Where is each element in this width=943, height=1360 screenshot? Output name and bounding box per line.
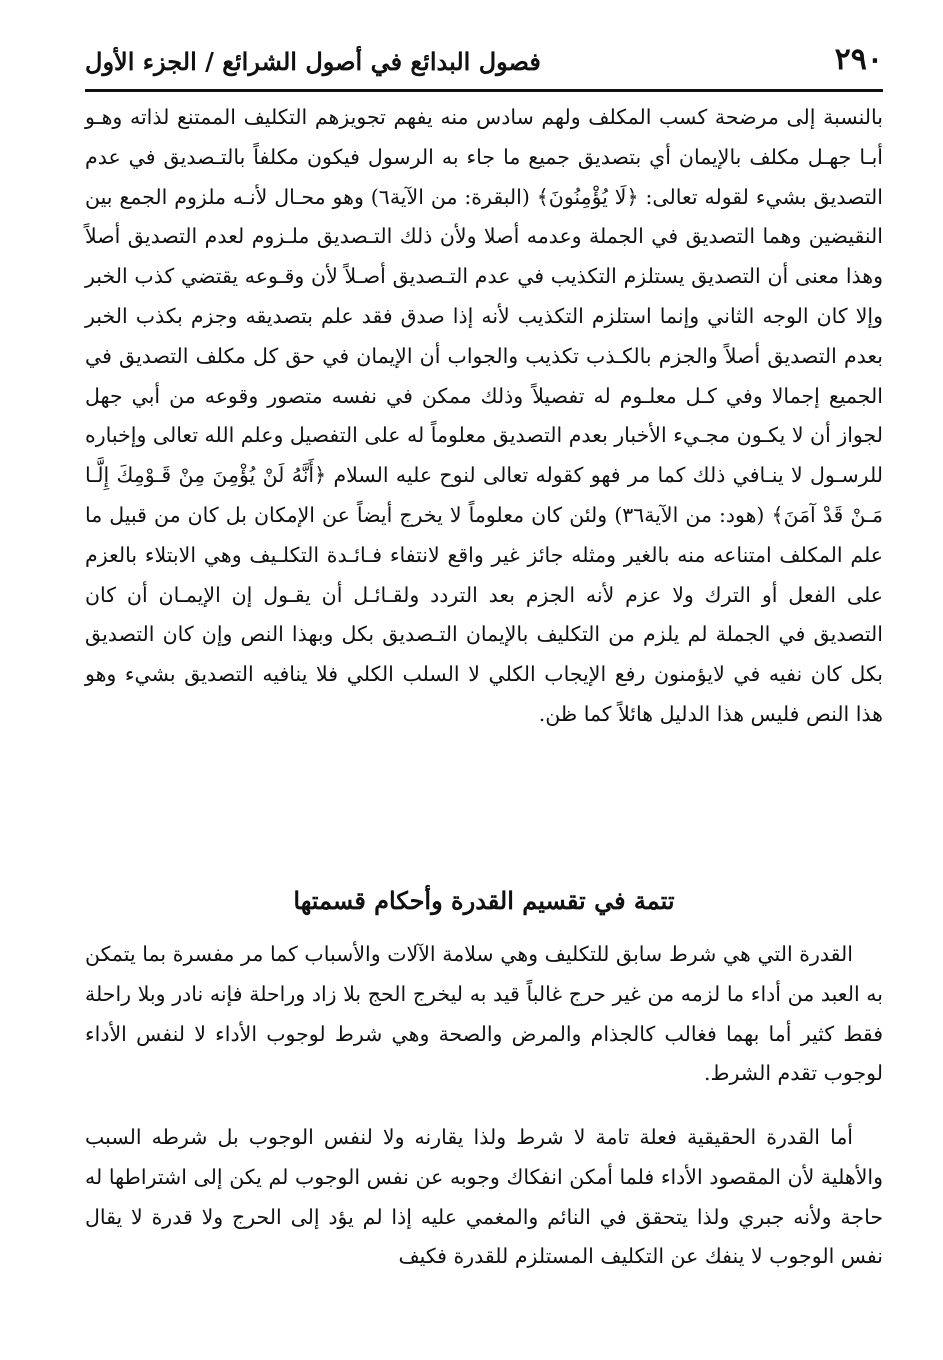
qudra-paragraph-block — [85, 935, 883, 1094]
paragraph-taklif-bima-la-yutaq: بالنسبة إلى مرضحة كسب المكلف ولهم سادس منه يفهم تجويزهم التكليف الممتنع لذاته وهـو أبـا جهـل مكلف بالإيمان أي بتصديق جميع ما جاء به الرسول فيكون مكلفاً بالتـصديق في عدم التصديق بشيء لقوله تعالى: ﴿لَا يُؤْمِنُونَ﴾ (البقرة: من الآية٦) وهو محـال لأنـه ملزوم الجمع بين النقيضين وهما التصديق في الجملة وعدمه أصلا ولأن ذلك التـصديق ملـزوم لعدم التصديق أصلاً وهذا معنى أن التصديق يستلزم التكذيب في عدم التـصديق أصـلاً لأن وقـوعه يقتضي كذب الخبر وإلا كان الوجه الثاني وإنما استلزم التكذيب لأنه إذا صدق فقد علم بتصديقه وجزم بكذب الخبر بعدم التصديق أصلاً والجزم بالكـذب تكذيب والجواب أن الإيمان في حق كل مكلف التصديق في الجميع إجمالا وفي كـل معلـوم له تفصيلاً وذلك ممكن في نفسه متصور وقوعه من أبي جهل لجواز أن لا يكـون مجـيء الأخبار بعدم التصديق معلوماً له على التفصيل وعلم الله تعالى وإخباره للرسـول لا ينـافي ذلك كما مر فهو كقوله تعالى لنوح عليه السلام ﴿أَنَّهُ لَنْ يُؤْمِنَ مِنْ قَـوْمِكَ إِلَّـا مَـنْ قَدْ آمَنَ﴾ (هود: من الآية٣٦) ولئن كان معلوماً لا يخرج أيضاً عن الإمكان بل كان من قبيل ما علم المكلف امتناعه منه بالغير ومثله جائز غير واقع لانتفاء فـائـدة التكلـيف وهي الابتلاء بالعزم على الفعل أو الترك ولا عزم لأنه الجزم بعد التردد ولقـائـل أن يقـول إن الإيمـان أن كان التصديق في الجملة لم يلزم من التكليف بالإيمان التـصديق بكل وبهذا النص وإن كان التصديق بكل كان نفيه في لايؤمنون رفع الإيجاب الكلي لا السلب الكلي فلا ينافيه التصديق بشيء وهو هذا النص فليس هذا الدليل هائلاً كما ظن. — [85, 105, 883, 726]
haqiqiyya-paragraph-block — [85, 1118, 883, 1277]
book-title: فصول البدائع في أصول الشرائع / الجزء الأول — [85, 47, 541, 76]
page-number: ٢٩٠ — [834, 42, 883, 77]
main-paragraph-block — [85, 98, 883, 735]
running-header — [85, 38, 883, 88]
header-divider — [85, 89, 883, 92]
paragraph-qudra-mumakkina: القدرة التي هي شرط سابق للتكليف وهي سلامة الآلات والأسباب كما مر مفسرة بما يتمكن به العبد من أداء ما لزمه من غير حرج غالباً قيد به ليخرج الحج بلا زاد وراحلة فإنه نادر وبلا راحلة فقط كثير أما بهما فغالب كالجذام والمرض والصحة وهي شرط لوجوب الأداء لا لنفس الأداء لوجوب تقدم الشرط. — [85, 942, 883, 1086]
paragraph-qudra-haqiqiyya: أما القدرة الحقيقية فعلة تامة لا شرط ولذا يقارنه ولا لنفس الوجوب بل شرطه السبب والأهلية لأن المقصود الأداء فلما أمكن انفكاك وجوبه عن نفس الوجوب لم يكن إلى اشتراطها له حاجة ولأنه جبري ولذا يتحقق في النائم والمغمي عليه إذا لم يؤد إلى الحرج ولا قدرة لا يقال نفس الوجوب لا ينفك عن التكليف المستلزم للقدرة فكيف — [85, 1125, 883, 1269]
section-heading: تتمة في تقسيم القدرة وأحكام قسمتها — [293, 886, 675, 915]
